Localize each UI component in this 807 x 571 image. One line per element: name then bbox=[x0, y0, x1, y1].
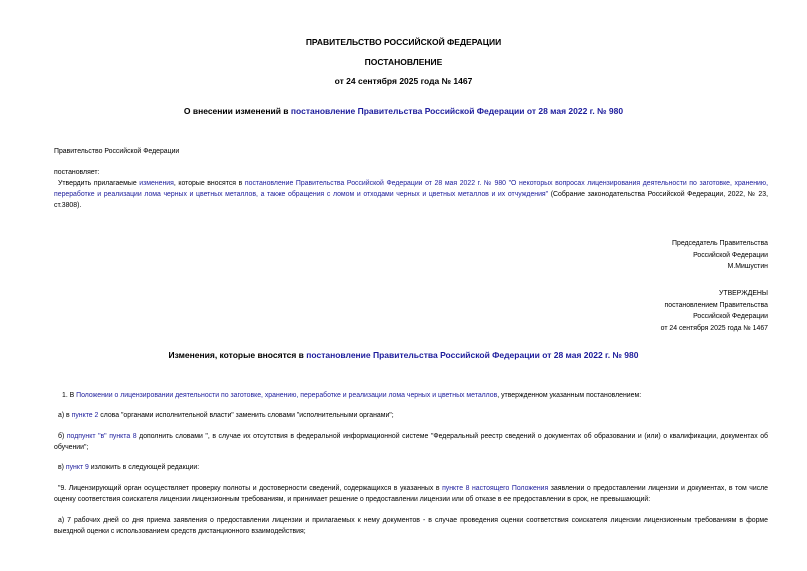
intro-approve-paragraph bbox=[54, 178, 768, 211]
quoted-point-9 bbox=[54, 483, 768, 505]
changes-title-decree-link[interactable]: постановление Правительства Российской Федерации от 28 мая 2022 г. № 980 bbox=[306, 350, 639, 360]
approved-date: от 24 сентября 2025 года № 1467 bbox=[660, 325, 768, 333]
quote-prefix: "9. Лицензирующий орган осуществляет проверку полноты и достоверности сведений, содержащихся в указанных в bbox=[58, 485, 443, 492]
approve-suffix: (Собрание законодательства Российской Федерации, 2022, № 23, ст.3808). bbox=[54, 191, 768, 209]
signature-name: М.Мишустин bbox=[727, 263, 768, 271]
regulation-link[interactable]: Положении о лицензировании деятельности по заготовке, хранению, переработке и реализации лома черных и цветных металлов bbox=[76, 392, 498, 399]
quote-suffix: заявлении о предоставлении лицензии и документах, в том числе оценку соответствия соискателя лицензии лицензионным требованиям, и принимает решение о предоставлении лицензии или об отказе в ее предоставлении в срок, не превышающий: bbox=[54, 485, 768, 503]
approve-mid: , которые вносятся в bbox=[173, 180, 245, 187]
item-v-suffix: изложить в следующей редакции: bbox=[88, 464, 200, 471]
quoted-subpoint-a: а) 7 рабочих дней со дня приема заявления о предоставлении лицензии и прилагаемых к нему документов - в случае проведения оценки соответствия соискателя лицензии лицензионным требованиям в форме выездной оценки с использованием средств дистанционного взаимодействия; bbox=[54, 517, 768, 535]
item-a-suffix: слова "органами исполнительной власти" заменить словами "исполнительными органами"; bbox=[98, 412, 394, 419]
item-b-prefix: б) bbox=[58, 433, 67, 440]
government-heading: ПРАВИТЕЛЬСТВО РОССИЙСКОЙ ФЕДЕРАЦИИ bbox=[305, 37, 502, 47]
document-type: ПОСТАНОВЛЕНИЕ bbox=[364, 57, 443, 67]
item-1-prefix: 1. В bbox=[62, 392, 77, 399]
item-b-suffix: дополнить словами ", в случае их отсутствия в федеральной информационной системе "Федеральный реестр сведений о документах об образовании и (или) о квалификации, документах об обучении"; bbox=[54, 433, 768, 451]
decree-980-link[interactable]: постановление Правительства Российской Федерации от 28 мая 2022 г. № 980 "О некоторых вопросах лицензирования деятельности по заготовке, хранению, переработке и реализации лома черных и цветных металлов, а также обращения с ломом и отходами черных и цветных металлов и их отчуждения" bbox=[54, 180, 768, 198]
item-v-prefix: в) bbox=[58, 464, 66, 471]
changes-link[interactable]: изменения bbox=[139, 180, 174, 187]
signature-block bbox=[672, 238, 768, 273]
item-v bbox=[54, 462, 768, 473]
item-a-prefix: а) в bbox=[58, 412, 72, 419]
signature-line-2: Российской Федерации bbox=[693, 251, 768, 259]
approval-stamp bbox=[661, 288, 768, 335]
point-2-link[interactable]: пункте 2 bbox=[71, 412, 99, 419]
approve-prefix: Утвердить прилагаемые bbox=[58, 180, 140, 187]
intro-decides: постановляет: bbox=[54, 169, 100, 176]
item-1-suffix: , утвержденном указанным постановлением: bbox=[497, 392, 642, 399]
approved-line-3: Российской Федерации bbox=[693, 313, 768, 321]
changes-title-prefix: Изменения, которые вносятся в bbox=[168, 350, 307, 360]
document-title-prefix: О внесении изменений в bbox=[183, 106, 291, 116]
item-b bbox=[54, 431, 768, 453]
approved-label: УТВЕРЖДЕНЫ bbox=[719, 290, 768, 297]
approved-line-2: постановлением Правительства bbox=[664, 301, 768, 309]
signature-line-1: Председатель Правительства bbox=[672, 240, 768, 247]
item-a bbox=[54, 410, 768, 421]
point-9-link[interactable]: пункт 9 bbox=[65, 464, 89, 471]
document-title bbox=[0, 106, 807, 116]
subpoint-v-link[interactable]: подпункт "в" пункта 8 bbox=[66, 433, 137, 440]
item-1 bbox=[58, 390, 772, 401]
changes-title bbox=[0, 350, 807, 360]
title-decree-link[interactable]: постановление Правительства Российской Федерации от 28 мая 2022 г. № 980 bbox=[290, 106, 624, 116]
intro-subject: Правительство Российской Федерации bbox=[54, 148, 180, 155]
document-date-number: от 24 сентября 2025 года № 1467 bbox=[334, 76, 473, 86]
point-8-link[interactable]: пункте 8 настоящего Положения bbox=[442, 485, 549, 492]
